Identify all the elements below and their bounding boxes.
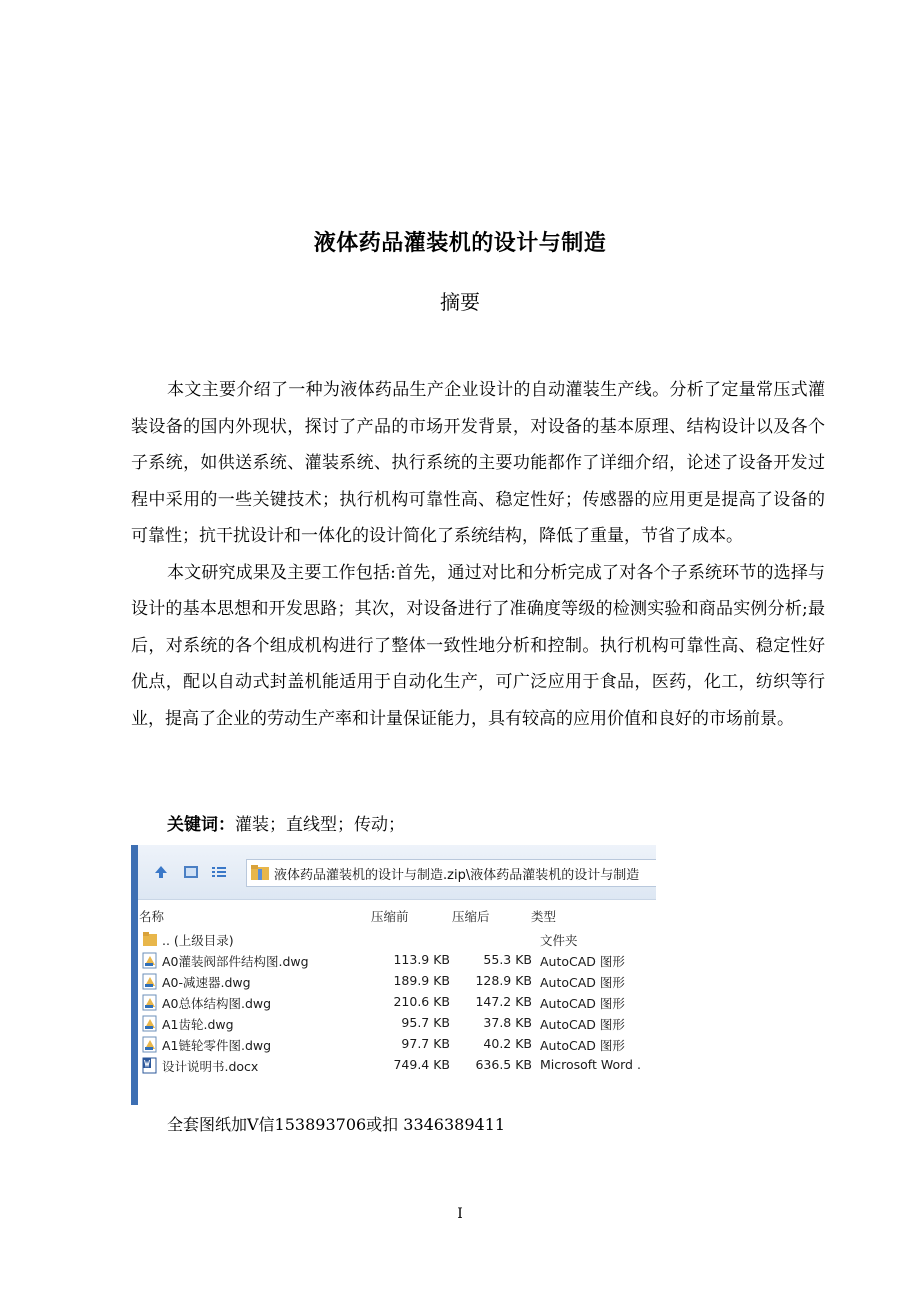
abstract-paragraph-1: 本文主要介绍了一种为液体药品生产企业设计的自动灌装生产线。分析了定量常压式灌装设备的国内外现状，探讨了产品的市场开发背景，对设备的基本原理、结构设计以及各个子系统，如供送系统、灌装系统、执行系统的主要功能都作了详细介绍，论述了设备开发过程中采用的一些关键技术；执行机构可靠性高、稳定性好；传感器的应用更是提高了设备的可靠性；抗干扰设计和一体化的设计简化了系统结构，降低了重量，节省了成本。 [131, 380, 825, 546]
file-row[interactable] [138, 971, 656, 992]
file-name: .. (上级目录) [162, 933, 234, 948]
folder-up-icon [142, 931, 158, 948]
file-row[interactable] [138, 1013, 656, 1034]
keywords-label: 关键词 [167, 815, 218, 835]
file-row-parent[interactable] [138, 929, 656, 950]
autocad-file-icon [142, 952, 158, 969]
file-size-after: 128.9 KB [475, 973, 532, 988]
file-type: AutoCAD 图形 [540, 1017, 625, 1032]
file-size-before: 189.9 KB [393, 973, 450, 988]
address-bar[interactable] [246, 859, 656, 887]
file-size-before: 113.9 KB [393, 952, 450, 967]
file-size-after: 37.8 KB [483, 1015, 532, 1030]
file-type: Microsoft Word . [540, 1057, 641, 1072]
file-size-before: 210.6 KB [393, 994, 450, 1009]
keywords-value: 灌装；直线型；传动； [235, 815, 405, 835]
file-row[interactable] [138, 950, 656, 971]
contact-line: 全套图纸加V信153893706或扣 3346389411 [167, 1115, 506, 1134]
abstract-body [131, 372, 825, 737]
details-view-icon[interactable] [182, 863, 200, 881]
file-name: A0灌装阀部件结构图.dwg [162, 954, 309, 969]
file-row[interactable] [138, 1034, 656, 1055]
file-name: A1齿轮.dwg [162, 1017, 234, 1032]
autocad-file-icon [142, 994, 158, 1011]
keywords-line [167, 810, 405, 840]
autocad-file-icon [142, 973, 158, 990]
autocad-file-icon [142, 1036, 158, 1053]
up-arrow-icon[interactable] [152, 863, 170, 881]
file-type: AutoCAD 图形 [540, 954, 625, 969]
file-name: A0总体结构图.dwg [162, 996, 272, 1011]
file-size-before: 95.7 KB [401, 1015, 450, 1030]
word-file-icon [142, 1057, 158, 1074]
autocad-file-icon [142, 1015, 158, 1032]
file-row[interactable] [138, 992, 656, 1013]
file-name: A0-减速器.dwg [162, 975, 251, 990]
document-title: 液体药品灌装机的设计与制造 [313, 231, 607, 256]
page-number: I [457, 1206, 463, 1222]
address-path: 液体药品灌装机的设计与制造.zip\液体药品灌装机的设计与制造 [274, 868, 640, 883]
list-view-icon[interactable] [210, 863, 228, 881]
file-size-after: 636.5 KB [475, 1057, 532, 1072]
column-header-compressed[interactable]: 压缩前 [371, 909, 409, 924]
archive-file-list-screenshot [131, 845, 656, 1105]
column-header-type[interactable]: 类型 [531, 909, 557, 924]
file-size-after: 55.3 KB [483, 952, 532, 967]
file-row[interactable] [138, 1055, 656, 1076]
file-name: A1链轮零件图.dwg [162, 1038, 272, 1053]
column-header-name[interactable]: 名称 [139, 909, 165, 924]
file-type: AutoCAD 图形 [540, 1038, 625, 1053]
file-name: 设计说明书.docx [162, 1059, 259, 1074]
file-type: AutoCAD 图形 [540, 996, 625, 1011]
abstract-paragraph-2: 本文研究成果及主要工作包括:首先，通过对比和分析完成了对各个子系统环节的选择与设计的基本思想和开发思路；其次，对设备进行了准确度等级的检测实验和商品实例分析;最后，对系统的各个组成机构进行了整体一致性地分析和控制。执行机构可靠性高、稳定性好优点，配以自动式封盖机能适用于自动化生产，可广泛应用于食品，医药，化工，纺织等行业，提高了企业的劳动生产率和计量保证能力，具有较高的应用价值和良好的市场前景。 [131, 562, 825, 729]
file-size-before: 97.7 KB [401, 1036, 450, 1051]
file-size-after: 40.2 KB [483, 1036, 532, 1051]
file-size-after: 147.2 KB [475, 994, 532, 1009]
file-type: AutoCAD 图形 [540, 975, 625, 990]
explorer-left-edge [131, 845, 138, 1105]
file-size-before: 749.4 KB [393, 1057, 450, 1072]
archive-folder-icon [251, 865, 269, 880]
abstract-heading: 摘要 [440, 290, 480, 314]
column-header-uncompressed[interactable]: 压缩后 [452, 909, 490, 924]
keywords-separator: ： [218, 815, 235, 835]
file-type: 文件夹 [540, 933, 578, 948]
explorer-toolbar [138, 845, 656, 900]
